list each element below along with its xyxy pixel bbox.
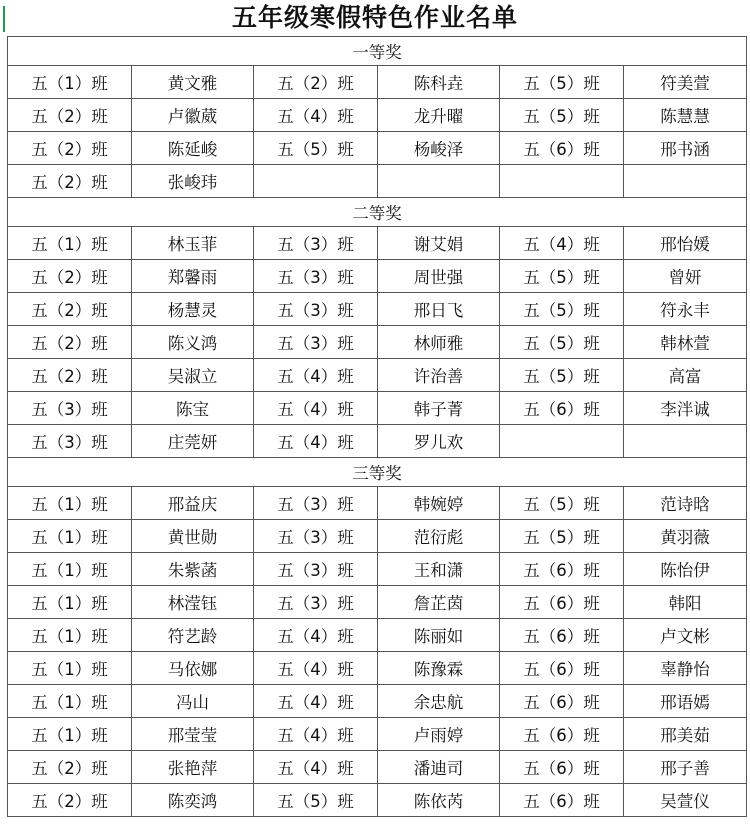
class-cell: 五（6）班: [500, 553, 624, 586]
student-name-cell: 邢莹莹: [132, 718, 254, 751]
student-name-cell: 谢艾娟: [378, 227, 500, 260]
class-cell: 五（4）班: [254, 685, 378, 718]
section-heading: 三等奖: [8, 458, 747, 487]
class-cell: 五（4）班: [500, 227, 624, 260]
class-cell: 五（2）班: [8, 784, 132, 817]
student-name-cell: 庄莞妍: [132, 425, 254, 458]
class-cell: 五（1）班: [8, 520, 132, 553]
class-cell: 五（1）班: [8, 586, 132, 619]
student-name-cell: 邢美茹: [624, 718, 747, 751]
table-row: [8, 718, 747, 751]
table-row: [8, 487, 747, 520]
class-cell: [500, 425, 624, 458]
student-name-cell: 余忠航: [378, 685, 500, 718]
student-name-cell: 罗儿欢: [378, 425, 500, 458]
student-name-cell: 高富: [624, 359, 747, 392]
class-cell: 五（6）班: [500, 751, 624, 784]
class-cell: 五（5）班: [500, 293, 624, 326]
student-name-cell: 周世强: [378, 260, 500, 293]
student-name-cell: 范衍彪: [378, 520, 500, 553]
class-cell: 五（3）班: [254, 326, 378, 359]
student-name-cell: 邢语嫣: [624, 685, 747, 718]
class-cell: 五（2）班: [8, 326, 132, 359]
class-cell: 五（3）班: [8, 392, 132, 425]
class-cell: 五（2）班: [8, 165, 132, 198]
class-cell: 五（3）班: [254, 553, 378, 586]
table-row: [8, 652, 747, 685]
student-name-cell: 符美萱: [624, 66, 747, 99]
table-row: [8, 132, 747, 165]
class-cell: 五（2）班: [8, 359, 132, 392]
student-name-cell: 许治善: [378, 359, 500, 392]
student-name-cell: 冯山: [132, 685, 254, 718]
student-name-cell: 龙升曜: [378, 99, 500, 132]
class-cell: 五（2）班: [254, 66, 378, 99]
student-name-cell: 范诗晗: [624, 487, 747, 520]
class-cell: 五（5）班: [500, 520, 624, 553]
class-cell: 五（6）班: [500, 685, 624, 718]
class-cell: 五（1）班: [8, 652, 132, 685]
class-cell: 五（6）班: [500, 132, 624, 165]
class-cell: 五（6）班: [500, 392, 624, 425]
student-name-cell: 林滢钰: [132, 586, 254, 619]
student-name-cell: 林师雅: [378, 326, 500, 359]
table-row: [8, 784, 747, 817]
student-name-cell: [624, 425, 747, 458]
class-cell: 五（4）班: [254, 652, 378, 685]
student-name-cell: 韩林萱: [624, 326, 747, 359]
student-name-cell: 马依娜: [132, 652, 254, 685]
table-row: [8, 260, 747, 293]
student-name-cell: 卢徽葳: [132, 99, 254, 132]
student-name-cell: 陈延峻: [132, 132, 254, 165]
class-cell: 五（5）班: [254, 132, 378, 165]
class-cell: 五（3）班: [254, 586, 378, 619]
student-name-cell: 邢书涵: [624, 132, 747, 165]
class-cell: 五（4）班: [254, 751, 378, 784]
class-cell: 五（4）班: [254, 359, 378, 392]
class-cell: 五（1）班: [8, 227, 132, 260]
table-row: [8, 553, 747, 586]
student-name-cell: 王和潇: [378, 553, 500, 586]
student-name-cell: 邢子善: [624, 751, 747, 784]
class-cell: 五（4）班: [254, 619, 378, 652]
award-roster-table: [7, 36, 747, 817]
student-name-cell: 符永丰: [624, 293, 747, 326]
class-cell: 五（2）班: [8, 99, 132, 132]
class-cell: 五（5）班: [500, 99, 624, 132]
section-heading: 二等奖: [8, 198, 747, 227]
class-cell: 五（5）班: [500, 66, 624, 99]
student-name-cell: 符艺龄: [132, 619, 254, 652]
table-row: [8, 619, 747, 652]
table-row: [8, 99, 747, 132]
student-name-cell: 詹芷茵: [378, 586, 500, 619]
student-name-cell: 韩子菁: [378, 392, 500, 425]
section-heading-row: [8, 458, 747, 487]
class-cell: 五（3）班: [254, 520, 378, 553]
class-cell: 五（3）班: [8, 425, 132, 458]
student-name-cell: 朱紫菡: [132, 553, 254, 586]
student-name-cell: 黄文雅: [132, 66, 254, 99]
class-cell: 五（1）班: [8, 66, 132, 99]
class-cell: 五（3）班: [254, 487, 378, 520]
class-cell: 五（1）班: [8, 619, 132, 652]
student-name-cell: 陈奕鸿: [132, 784, 254, 817]
student-name-cell: 黄世勋: [132, 520, 254, 553]
class-cell: 五（3）班: [254, 293, 378, 326]
class-cell: 五（4）班: [254, 392, 378, 425]
class-cell: 五（5）班: [500, 487, 624, 520]
student-name-cell: 陈依芮: [378, 784, 500, 817]
student-name-cell: 李泮诚: [624, 392, 747, 425]
class-cell: 五（1）班: [8, 553, 132, 586]
table-row: [8, 751, 747, 784]
student-name-cell: 张艳萍: [132, 751, 254, 784]
class-cell: 五（1）班: [8, 685, 132, 718]
student-name-cell: [624, 165, 747, 198]
student-name-cell: 林玉菲: [132, 227, 254, 260]
class-cell: 五（6）班: [500, 652, 624, 685]
table-row: [8, 392, 747, 425]
student-name-cell: 杨慧灵: [132, 293, 254, 326]
student-name-cell: 辜静怡: [624, 652, 747, 685]
class-cell: 五（4）班: [254, 718, 378, 751]
student-name-cell: 陈科垚: [378, 66, 500, 99]
student-name-cell: 潘迪司: [378, 751, 500, 784]
table-row: [8, 326, 747, 359]
student-name-cell: 邢怡媛: [624, 227, 747, 260]
table-row: [8, 293, 747, 326]
class-cell: 五（1）班: [8, 487, 132, 520]
student-name-cell: 韩阳: [624, 586, 747, 619]
class-cell: 五（1）班: [8, 718, 132, 751]
class-cell: 五（4）班: [254, 425, 378, 458]
class-cell: 五（3）班: [254, 227, 378, 260]
student-name-cell: 陈豫霖: [378, 652, 500, 685]
class-cell: 五（3）班: [254, 260, 378, 293]
class-cell: [254, 165, 378, 198]
student-name-cell: 吴淑立: [132, 359, 254, 392]
student-name-cell: 陈义鸿: [132, 326, 254, 359]
class-cell: [500, 165, 624, 198]
student-name-cell: [378, 165, 500, 198]
page-title: 五年级寒假特色作业名单: [231, 3, 518, 32]
student-name-cell: 杨峻泽: [378, 132, 500, 165]
class-cell: 五（2）班: [8, 132, 132, 165]
student-name-cell: 陈慧慧: [624, 99, 747, 132]
student-name-cell: 陈丽如: [378, 619, 500, 652]
class-cell: 五（4）班: [254, 99, 378, 132]
class-cell: 五（5）班: [500, 326, 624, 359]
class-cell: 五（5）班: [500, 359, 624, 392]
class-cell: 五（6）班: [500, 586, 624, 619]
class-cell: 五（6）班: [500, 619, 624, 652]
student-name-cell: 卢雨婷: [378, 718, 500, 751]
student-name-cell: 曾妍: [624, 260, 747, 293]
table-row: [8, 425, 747, 458]
class-cell: 五（2）班: [8, 293, 132, 326]
student-name-cell: 黄羽薇: [624, 520, 747, 553]
student-name-cell: 邢日飞: [378, 293, 500, 326]
table-row: [8, 66, 747, 99]
student-name-cell: 郑馨雨: [132, 260, 254, 293]
student-name-cell: 吴萱仪: [624, 784, 747, 817]
student-name-cell: 韩婉婷: [378, 487, 500, 520]
student-name-cell: 陈怡伊: [624, 553, 747, 586]
student-name-cell: 邢益庆: [132, 487, 254, 520]
class-cell: 五（5）班: [500, 260, 624, 293]
student-name-cell: 张峻玮: [132, 165, 254, 198]
table-row: [8, 685, 747, 718]
table-row: [8, 520, 747, 553]
student-name-cell: 陈宝: [132, 392, 254, 425]
class-cell: 五（6）班: [500, 784, 624, 817]
section-heading: 一等奖: [8, 37, 747, 66]
table-row: [8, 227, 747, 260]
table-row: [8, 359, 747, 392]
section-heading-row: [8, 198, 747, 227]
section-heading-row: [8, 37, 747, 66]
table-row: [8, 165, 747, 198]
class-cell: 五（2）班: [8, 260, 132, 293]
class-cell: 五（5）班: [254, 784, 378, 817]
class-cell: 五（2）班: [8, 751, 132, 784]
student-name-cell: 卢文彬: [624, 619, 747, 652]
table-row: [8, 586, 747, 619]
class-cell: 五（6）班: [500, 718, 624, 751]
